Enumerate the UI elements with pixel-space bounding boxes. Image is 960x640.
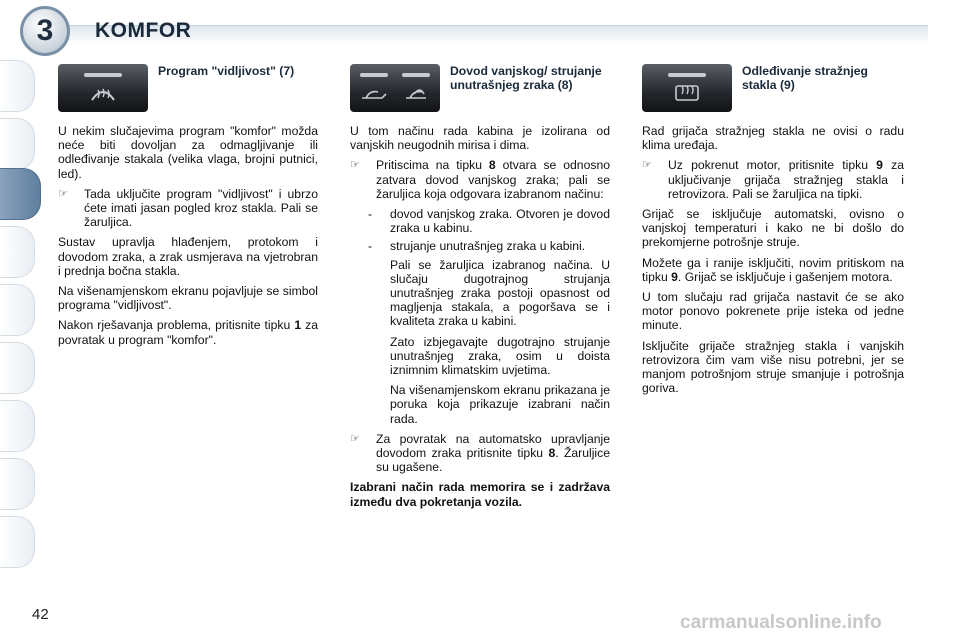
- text: Uz pokrenut motor, pritisnite tipku: [668, 158, 868, 173]
- section-title: Program "vidljivost" (7): [158, 64, 295, 78]
- paragraph: Na višenamjenskom ekranu pojavljuje se simbol programa "vidljivost".: [58, 284, 318, 313]
- paragraph: Sustav upravlja hlađenjem, protokom i dovodom zraka, a zrak usmjerava na vjetrobran i prednja bočna stakla.: [58, 235, 318, 278]
- text: Pritiscima na tipku: [376, 158, 482, 173]
- paragraph: Pali se žaruljica izabranog načina. U slučaju dugotrajnog strujanja unutrašnjeg zraka postoji opasnost od magljenja stakala, a pogoršava se i kvaliteta zraka u kabini.: [390, 257, 610, 329]
- text: Nakon rješavanja problema, pritisnite tipku: [58, 318, 291, 333]
- text: otvara se odnosno zatvara dovod vanjskog zraka; pali se žaruljica koja odgovara izabranom načinu:: [376, 158, 611, 201]
- paragraph: Zato izbjegavajte dugotrajno strujanje unutrašnjeg zraka, osim u doista iznimnim klimatskim uvjetima.: [390, 334, 610, 378]
- watermark: carmanualsonline.info: [680, 612, 882, 633]
- paragraph: Na višenamjenskom ekranu prikazana je poruka koja prikazuje izabrani način rada.: [390, 383, 610, 426]
- rear-defrost-icon: [642, 64, 732, 112]
- air-recirculation-icon: [350, 64, 440, 112]
- bullet-item: [642, 158, 904, 201]
- page-number: 42: [32, 606, 49, 623]
- key-number: 8: [488, 158, 496, 173]
- paragraph: U tom načinu rada kabina je izolirana od vanjskih neugodnih mirisa i dima.: [350, 124, 610, 153]
- section-header: [350, 64, 610, 112]
- chapter-tab[interactable]: [0, 118, 35, 170]
- column-air-intake: [350, 64, 610, 515]
- key-number: 9: [671, 269, 678, 284]
- dash-marker: -: [367, 207, 373, 222]
- key-number: 1: [294, 318, 302, 333]
- bullet-text: [668, 158, 904, 201]
- chapter-tab[interactable]: [0, 60, 35, 112]
- text: za povratak u program "komfor".: [58, 318, 319, 347]
- page-title: KOMFOR: [95, 19, 192, 42]
- key-number: 9: [876, 158, 883, 173]
- paragraph: U nekim slučajevima program "komfor" možda neće biti dovoljan za odmagljivanje ili odleđivanje stakala (velika vlaga, brojni putnici, led).: [58, 124, 318, 181]
- chapter-tab[interactable]: [0, 284, 35, 336]
- bullet-item: [350, 432, 610, 475]
- bullet-text: Tada uključite program "vidljivost" i ubrzo ćete imati jasan pogled kroz stakla. Pali se žaruljica.: [84, 186, 318, 230]
- bullet-item: [58, 187, 318, 230]
- section-title: Odleđivanje stražnjeg stakla (9): [742, 64, 868, 92]
- dash-text: dovod vanjskog zraka. Otvoren je dovod zraka u kabinu.: [390, 207, 610, 236]
- text: . Grijač se isključuje i gašenjem motora.: [677, 269, 893, 284]
- bullet-text: [376, 158, 610, 201]
- chapter-tab[interactable]: [0, 516, 35, 568]
- chapter-number: 3: [20, 6, 70, 56]
- pointing-hand-icon: ☞: [350, 159, 360, 172]
- section-title: Dovod vanjskog/ strujanje unutrašnjeg zraka (8): [450, 64, 602, 92]
- column-visibility: [58, 64, 318, 353]
- pointing-hand-icon: ☞: [350, 432, 360, 445]
- section-header: [642, 64, 904, 112]
- bullet-item: [350, 158, 610, 201]
- section-header: [58, 64, 318, 112]
- key-number: 8: [548, 446, 556, 461]
- text: Za povratak na automatsko upravljanje dovodom zraka pritisnite tipku: [376, 431, 610, 461]
- paragraph: Rad grijača stražnjeg stakla ne ovisi o radu klima uređaja.: [642, 124, 904, 153]
- paragraph: Isključite grijače stražnjeg stakla i vanjskih retrovizora čim vam više nisu potrebni, jer se manjom potrošnjom struje smanjuje i potrošnja goriva.: [642, 338, 904, 396]
- text: Možete ga i ranije isključiti, novim pritiskom na tipku: [642, 255, 904, 284]
- chapter-tabs: [0, 0, 40, 600]
- pointing-hand-icon: ☞: [642, 159, 652, 172]
- paragraph: [642, 256, 904, 284]
- paragraph: Grijač se isključuje automatski, ovisno o vanjskoj temperaturi i kako ne bi došlo do prekomjerne potrošnje struje.: [642, 207, 904, 250]
- text: . Žaruljice su ugašene.: [376, 446, 610, 475]
- paragraph: U tom slučaju rad grijača nastavit će se ako motor ponovo pokrenete prije isteka od jedne minute.: [642, 290, 904, 333]
- bullet-text: [376, 432, 610, 475]
- chapter-tab[interactable]: [0, 458, 35, 510]
- dash-text: strujanje unutrašnjeg zraka u kabini.: [390, 239, 586, 254]
- note: Izabrani način rada memorira se i zadržava između dva pokretanja vozila.: [350, 480, 610, 509]
- dash-marker: -: [367, 239, 373, 254]
- chapter-tab[interactable]: [0, 400, 35, 452]
- chapter-tab[interactable]: [0, 226, 35, 278]
- dash-item: [350, 207, 610, 235]
- chapter-tab[interactable]: [0, 342, 35, 394]
- column-rear-defrost: [642, 64, 904, 401]
- pointing-hand-icon: ☞: [58, 187, 68, 200]
- dash-item: [350, 239, 610, 253]
- chapter-tab-active[interactable]: [0, 168, 41, 220]
- demist-windscreen-icon: [58, 64, 148, 112]
- text: za uključivanje grijača stražnjeg stakla i retrovizora. Pali se žaruljica na tipki.: [668, 158, 904, 201]
- paragraph: [58, 318, 318, 346]
